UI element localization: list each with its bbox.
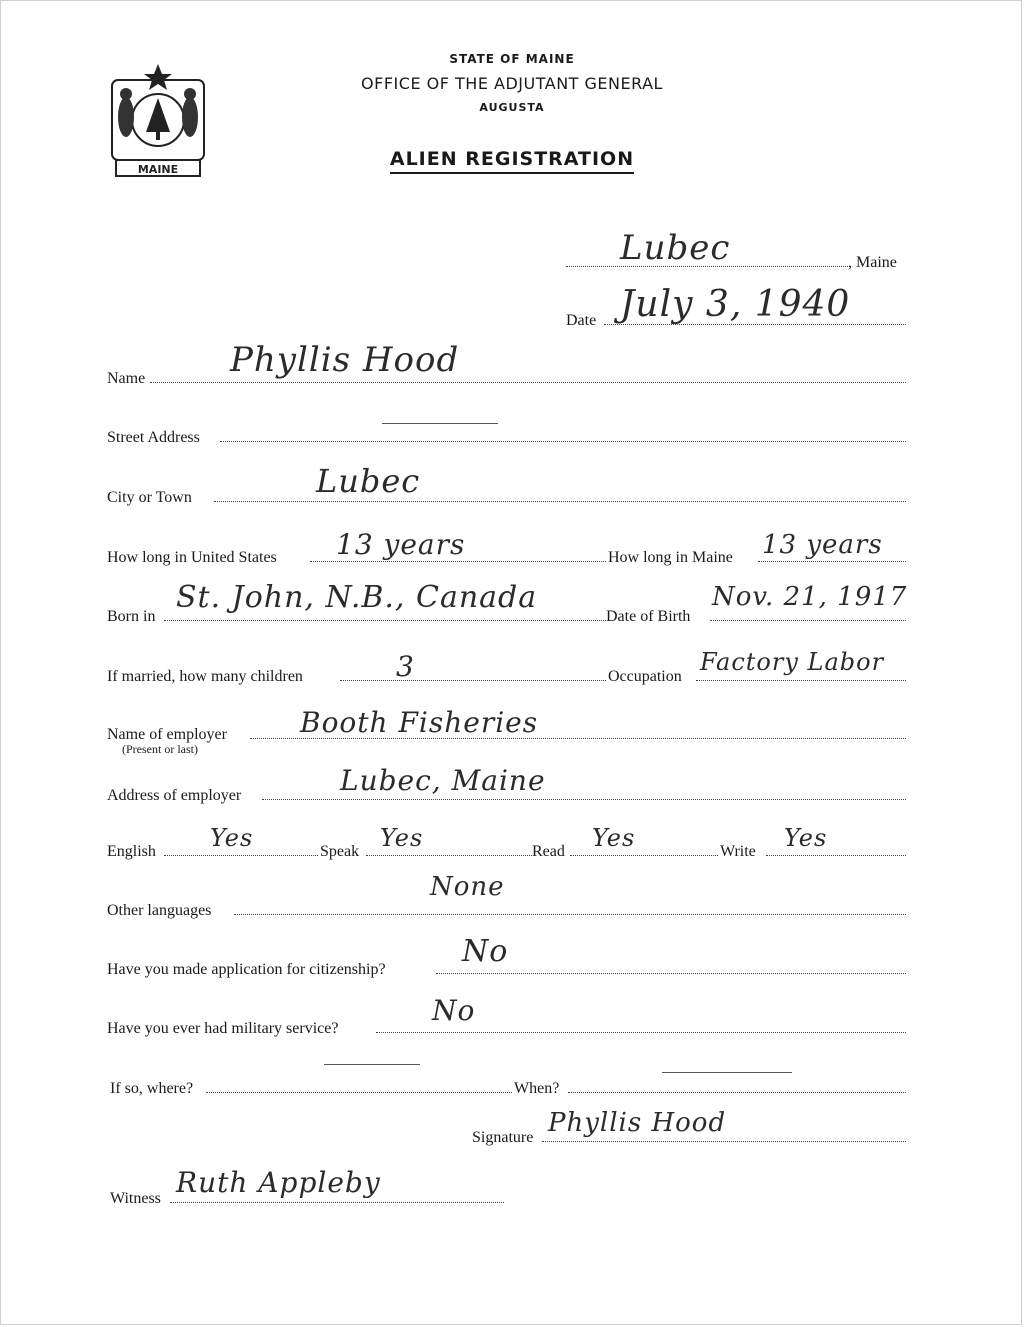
employer-entry: Booth Fisheries [300,706,539,739]
seal-banner-text: MAINE [137,163,179,176]
date-label: Date [566,312,597,329]
city-heading: AUGUSTA [479,101,545,114]
employer-address-entry: Lubec, Maine [340,764,546,797]
citizenship-label: Have you made application for citizenship? [107,961,386,978]
other-languages-entry: None [430,872,505,902]
city-entry: Lubec [316,462,421,500]
city-label: City or Town [107,489,192,506]
if-so-where-label: If so, where? [110,1080,194,1097]
english-label: English [107,843,156,860]
employer-note-label: (Present or last) [122,742,198,756]
military-label: Have you ever had military service? [107,1020,339,1037]
write-label: Write [720,843,756,860]
name-label: Name [107,370,146,387]
write-entry: Yes [784,824,828,852]
read-entry: Yes [592,824,636,852]
born-in-label: Born in [107,608,156,625]
military-entry: No [432,994,476,1027]
date-entry: July 3, 1940 [620,284,851,325]
office-heading: OFFICE OF THE ADJUTANT GENERAL [361,74,663,93]
maine-label: , Maine [848,254,897,271]
maine-state-seal-icon [106,62,210,184]
read-label: Read [532,843,565,860]
employer-address-label: Address of employer [107,787,242,804]
signature-entry: Phyllis Hood [548,1108,727,1138]
other-languages-label: Other languages [107,902,212,919]
employer-label: Name of employer [107,726,227,743]
how-long-us-label: How long in United States [107,549,277,566]
town-entry: Lubec [620,228,731,268]
speak-entry: Yes [380,824,424,852]
children-entry: 3 [396,650,415,683]
how-long-maine-entry: 13 years [762,530,883,560]
witness-entry: Ruth Appleby [176,1166,381,1199]
form-title: ALIEN REGISTRATION [389,148,635,170]
children-label: If married, how many children [107,668,303,685]
citizenship-entry: No [462,934,509,969]
date-of-birth-entry: Nov. 21, 1917 [712,582,908,612]
occupation-label: Occupation [608,668,682,685]
state-heading: STATE OF MAINE [449,52,575,66]
witness-label: Witness [110,1190,161,1207]
occupation-entry: Factory Labor [700,648,885,676]
when-label: When? [514,1080,560,1097]
name-entry: Phyllis Hood [230,340,460,380]
signature-label: Signature [472,1129,534,1146]
born-in-entry: St. John, N.B., Canada [176,580,538,615]
english-entry: Yes [210,824,254,852]
date-of-birth-label: Date of Birth [606,608,691,625]
speak-label: Speak [320,843,360,860]
how-long-us-entry: 13 years [336,528,466,561]
street-address-label: Street Address [107,429,200,446]
how-long-maine-label: How long in Maine [608,549,733,566]
